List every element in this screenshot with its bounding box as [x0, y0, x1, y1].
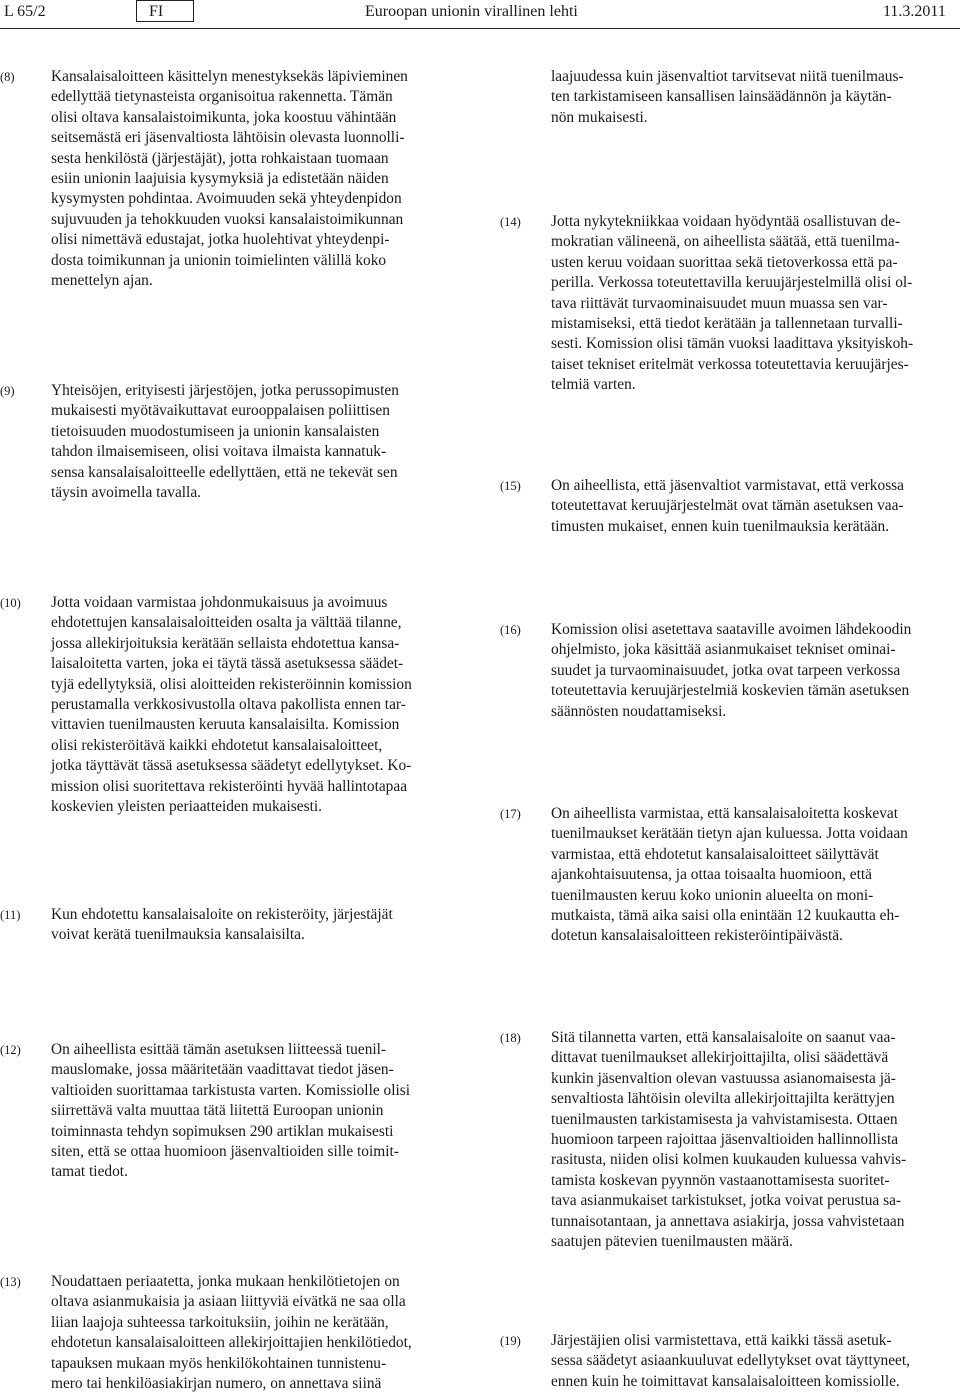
text-line: Jotta voidaan varmistaa johdonmukaisuus ja avoimuus — [51, 594, 388, 611]
text-line: sujuvuuden ja tehokkuuden vuoksi kansalaistoimikunnan — [51, 210, 404, 228]
text-line: olisi rekisteröitävä kaikki ehdotetut kansalaisaloitteet, — [51, 736, 383, 754]
text-line: Noudattaen periaatetta, jonka mukaan henkilötietojen on — [51, 1273, 400, 1290]
recital-text — [51, 1040, 456, 1183]
text-line: tapauksen mukaan myös henkilökohtainen tunnistenu- — [51, 1354, 387, 1372]
text-line: ohjelmisto, joka käsittää asianmukaiset tekniset ominai- — [551, 641, 896, 659]
text-line: ajankohtaisuutensa, ja ottaa toisaalta huomioon, että — [551, 866, 872, 884]
recital-number: (14) — [500, 215, 521, 229]
text-line: menettelyn ajan. — [51, 272, 153, 290]
text-line: oltava asianmukaisia ja asiaan liittyviä eivätkä ne saa olla — [51, 1293, 406, 1311]
text-line: toteutettavat keruujärjestelmät ovat tämän asetuksen vaa- — [551, 497, 904, 515]
text-line: mistamiseksi, että tiedot kerätään ja tallennetaan turvalli- — [551, 315, 903, 333]
text-line: valtioiden suorittamaa tarkistusta varten. Komissiolle olisi — [51, 1081, 411, 1099]
text-line: tamat tiedot. — [51, 1163, 128, 1181]
text-line: dittavat tuenilmaukset allekirjoittajilta, olisi säädettävä — [551, 1049, 889, 1067]
text-line: sesta henkilöstä (järjestäjät), jotta rohkaistaan tuomaan — [51, 149, 389, 167]
text-line: siten, että se ottaa huomioon jäsenvaltioiden sille toimit- — [51, 1143, 399, 1161]
recital-text — [51, 1272, 456, 1394]
text-line: laajuudessa kuin jäsenvaltiot tarvitsevat niitä tuenilmaus- — [551, 68, 904, 85]
recital-text — [51, 905, 456, 946]
text-line: jossa allekirjoituksia kerätään sellaista ehdotettua kansa- — [51, 634, 400, 652]
recital-text — [551, 1028, 956, 1252]
language-box: FI — [136, 0, 194, 22]
text-line: tietoisuuden muodostumiseen ja unionin kansalaisten — [51, 422, 380, 440]
text-line: mutkaista, tämä aika saisi olla enintään 12 kuukautta eh- — [551, 907, 900, 925]
text-line: varmistaa, että ehdotetut kansalaisaloitteet säilyttävät — [551, 845, 879, 863]
recital-text — [51, 381, 456, 503]
text-line: Kun ehdotettu kansalaisaloite on rekisteröity, järjestäjät — [51, 906, 393, 923]
text-line: tyjä edellytyksiä, olisi aloitteiden rekisteröinnin komission — [51, 675, 412, 693]
text-line: telmiä varten. — [551, 376, 636, 394]
text-line: ehdotetun kansalaisaloitteen allekirjoittajien henkilötiedot, — [51, 1334, 412, 1352]
text-line: vittavien tuenilmausten keruuta kansalaisilta. Komission — [51, 716, 400, 734]
text-line: mokratian välineenä, on aiheellista säätää, että tuenilma- — [551, 233, 900, 251]
text-line: liian laajoja suhteessa tarkoituksiin, joihin ne kerätään, — [51, 1313, 389, 1331]
text-line: On aiheellista varmistaa, että kansalaisaloitetta koskevat — [551, 805, 899, 822]
recital-text — [51, 67, 456, 291]
text-line: tuenilmausten keruu koko unionin alueelta on moni- — [551, 886, 874, 904]
text-line: ehdotettujen kansalaisaloitteiden osalta ja välttää tilanne, — [51, 614, 402, 632]
text-line: On aiheellista, että jäsenvaltiot varmistavat, että verkossa — [551, 477, 905, 494]
text-line: toiminnasta tehdyn sopimuksen 290 artiklan mukaisesti — [51, 1122, 394, 1140]
page-number: L 65/2 — [4, 3, 46, 20]
text-line: olisi nimettävä edustajat, jotka huolehtivat yhteydenpi- — [51, 231, 390, 249]
page-header — [0, 0, 960, 29]
text-line: tuenilmaukset kerätään tietyn ajan kuluessa. Jotta voidaan — [551, 825, 908, 843]
text-line: Kansalaisaloitteen käsittelyn menestyksekäs läpivieminen — [51, 68, 408, 85]
recital-number: (8) — [0, 70, 15, 84]
text-line: tunnaisotantaan, ja annettava asiakirja, jossa vahvistetaan — [551, 1212, 905, 1230]
text-line: kysymysten pohdintaa. Avoimuuden sekä yhteydenpidon — [51, 190, 402, 208]
text-line: timusten mukaiset, ennen kuin tuenilmauksia kerätään. — [551, 517, 890, 535]
text-line: perustamalla verkkosivustolla oltava pakollista ennen tar- — [51, 696, 406, 714]
text-line: ennen kuin he toimittavat kansalaisaloitteen komissiolle. — [551, 1372, 900, 1390]
text-line: taiset tekniset eritelmät verkossa toteutettavia keruujärjes- — [551, 355, 909, 373]
text-line: siirrettävä valta muuttaa tätä liitettä Euroopan unionin — [51, 1102, 384, 1120]
text-line: jotka täyttävät tässä asetuksessa säädetyt edellytykset. Ko- — [51, 757, 412, 775]
recital-text — [51, 593, 456, 817]
text-line: sensa kansalaisaloitteelle edellyttäen, että ne tekevät sen — [51, 463, 398, 481]
text-line: sessa säädetyt asiaankuuluvat edellytykset ovat täyttyneet, — [551, 1352, 911, 1370]
recital-text — [551, 212, 956, 396]
text-line: mero tai henkilöasiakirjan numero, on annettava siinä — [51, 1375, 382, 1393]
text-line: seitsemästä eri jäsenvaltiosta lähtöisin olevasta luonnolli- — [51, 129, 405, 147]
text-line: täysin avoimella tavalla. — [51, 484, 202, 502]
text-line: tahdon ilmaisemiseen, olisi voitava ilmaista kannatuk- — [51, 443, 387, 461]
text-line: säännösten noudattamiseksi. — [551, 702, 727, 720]
text-line: voivat kerätä tuenilmauksia kansalaisilta. — [51, 926, 305, 944]
text-line: saatujen pätevien tuenilmausten määrä. — [551, 1233, 793, 1251]
recital-text — [551, 1331, 956, 1392]
text-line: sesti. Komission olisi tämän vuoksi laadittava yksityiskoh- — [551, 335, 914, 353]
text-line: mission olisi suoritettava rekisteröinti hyvää hallintotapaa — [51, 777, 408, 795]
recital-number: (16) — [500, 623, 521, 637]
text-line: olisi oltava kansalaistoimikunta, joka koostuu vähintään — [51, 108, 397, 126]
text-line: Jotta nykytekniikkaa voidaan hyödyntää osallistuvan de- — [551, 213, 901, 230]
text-line: Sitä tilannetta varten, että kansalaisaloite on saanut vaa- — [551, 1029, 896, 1046]
recital-number: (11) — [0, 908, 21, 922]
text-line: Komission olisi asetettava saataville avoimen lähdekoodin — [551, 621, 912, 638]
text-line: mauslomake, jossa määritetään vaadittavat tiedot jäsen- — [51, 1061, 394, 1079]
text-line: On aiheellista esittää tämän asetuksen liitteessä tuenil- — [51, 1041, 387, 1058]
text-line: edellyttää tietynasteista organisoitua rakennetta. Tämän — [51, 88, 393, 106]
text-line: Yhteisöjen, erityisesti järjestöjen, jotka perussopimusten — [51, 382, 399, 399]
recital-text — [551, 67, 956, 128]
text-line: tava asianmukaiset tarkistukset, jotka voivat perustua sa- — [551, 1192, 902, 1210]
recital-number: (9) — [0, 384, 15, 398]
recital-number: (17) — [500, 807, 521, 821]
text-line: toteutettavia keruujärjestelmiä koskevien tämän asetuksen — [551, 682, 910, 700]
text-line: mukaisesti myötävaikuttavat eurooppalaisen poliittisen — [51, 402, 390, 420]
text-line: tava riittävät turvaominaisuudet muun muassa sen var- — [551, 294, 888, 312]
text-line: suudet ja turvaominaisuudet, jotka ovat tarpeen verkossa — [551, 661, 901, 679]
text-line: huomioon tarpeen rajoittaa jäsenvaltioiden hallinnollista — [551, 1131, 899, 1149]
text-line: koskevien yleisten periaatteiden mukaisesti. — [51, 798, 322, 816]
recital-number: (12) — [0, 1043, 21, 1057]
text-line: tamista koskevan pyynnön vastaanottamisesta suoritet- — [551, 1171, 890, 1189]
recital-number: (19) — [500, 1334, 521, 1348]
text-line: kunkin jäsenvaltion olevan vastuussa asianomaisesta jä- — [551, 1069, 896, 1087]
recital-number: (15) — [500, 479, 521, 493]
text-line: senvaltiosta lähtöisin olevilta allekirjoittajilta kerättyjen — [551, 1090, 895, 1108]
text-line: tuenilmausten tarkistamisesta ja vahvistamisesta. Ottaen — [551, 1110, 898, 1128]
text-line: laisaloitetta varten, joka ei täytä tässä asetuksessa säädet- — [51, 655, 404, 673]
text-line: ten tarkistamiseen kansallisen lainsäädännön ja käytän- — [551, 88, 892, 106]
text-line: nön mukaisesti. — [551, 108, 648, 126]
text-line: perilla. Verkossa toteutettavilla keruujärjestelmillä olisi ol- — [551, 274, 913, 292]
text-line: dotetun kansalaisaloitteen rekisteröintipäivästä. — [551, 927, 843, 945]
journal-title: Euroopan unionin virallinen lehti — [365, 3, 578, 20]
recital-number: (13) — [0, 1275, 21, 1289]
publication-date: 11.3.2011 — [883, 3, 946, 20]
recital-number: (10) — [0, 596, 21, 610]
recital-text — [551, 476, 956, 537]
recital-number: (18) — [500, 1031, 521, 1045]
text-line: usten keruu voidaan suorittaa sekä tietoverkossa että pa- — [551, 253, 898, 271]
text-line: esiin unionin laajuisia kysymyksiä ja edistetään näiden — [51, 170, 389, 188]
text-line: Järjestäjien olisi varmistettava, että kaikki tässä asetuk- — [551, 1332, 892, 1349]
text-line: dosta toimikunnan ja unionin toimielinten välillä koko — [51, 251, 387, 269]
recital-text — [551, 804, 956, 947]
text-line: rasitusta, niiden olisi kolmen kuukauden kuluessa vahvis- — [551, 1151, 907, 1169]
recital-text — [551, 620, 956, 722]
